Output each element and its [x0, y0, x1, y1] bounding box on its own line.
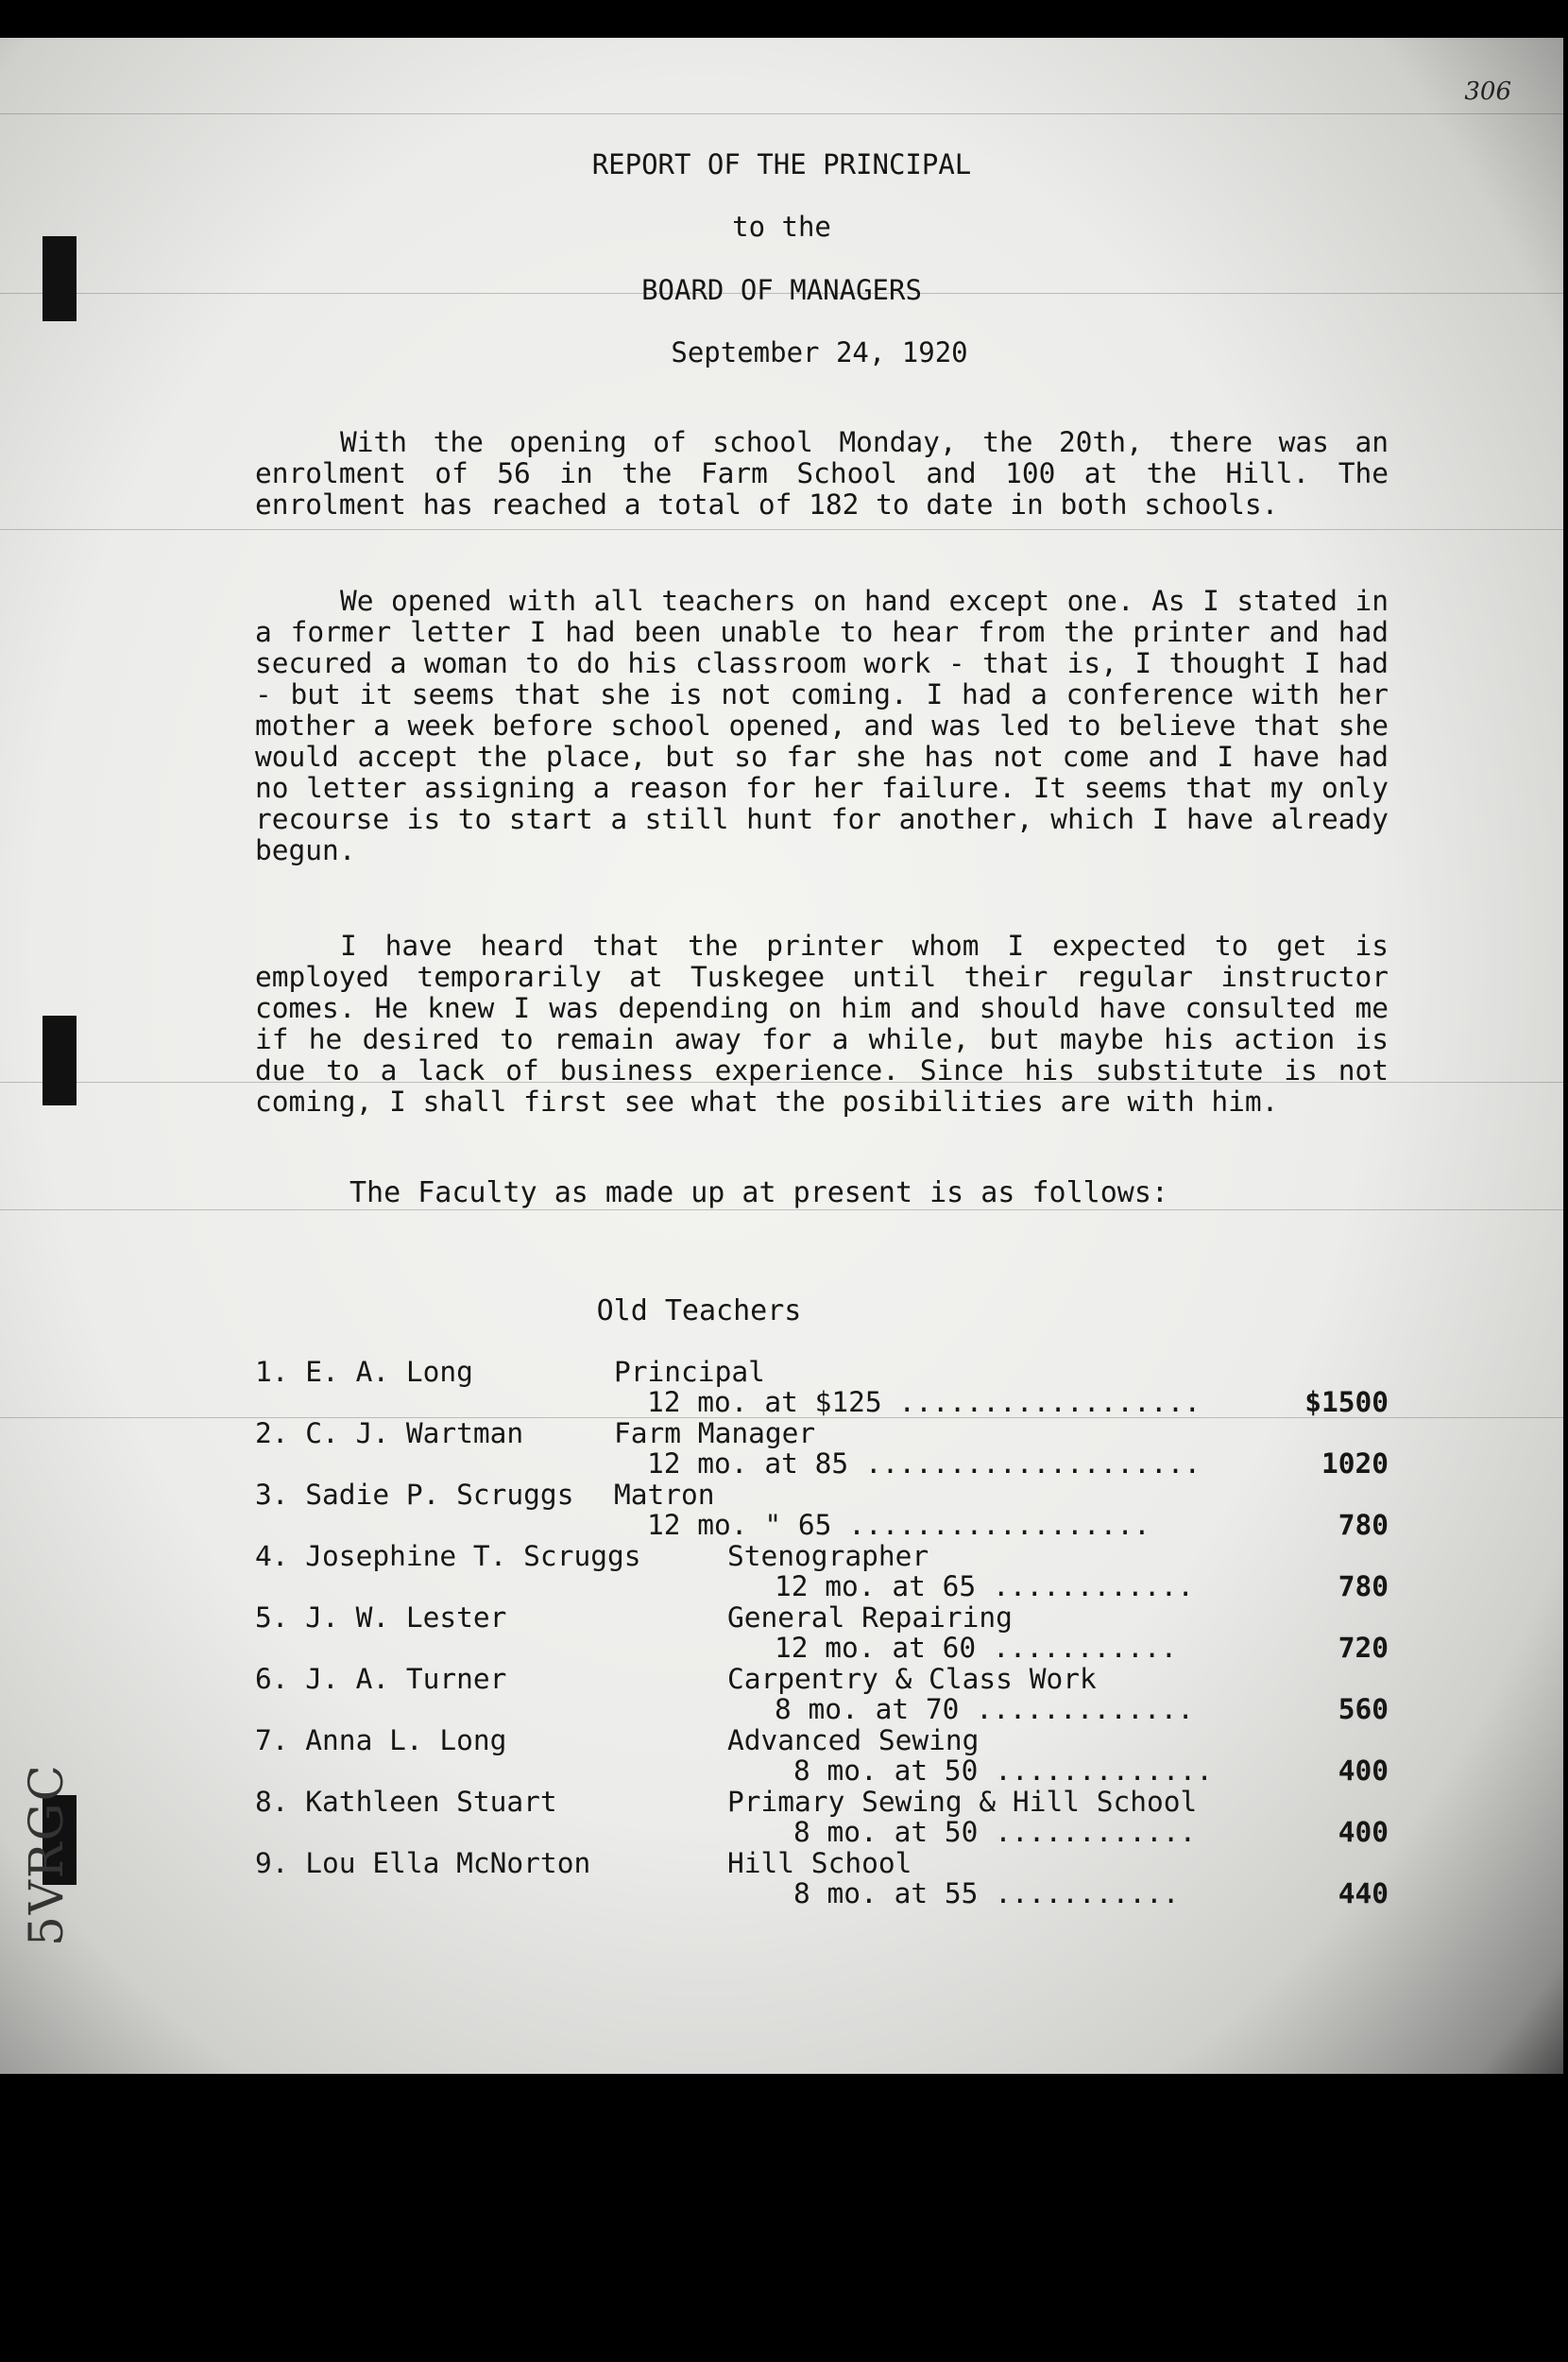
paper-sheet: [0, 38, 1563, 2074]
teacher-position: Advanced Sewing: [727, 1724, 980, 1756]
teacher-pay: 12 mo. at 85 ....................: [647, 1447, 1202, 1480]
teacher-position: Hill School: [727, 1847, 912, 1879]
teacher-row: [255, 1847, 1389, 1908]
teacher-position: Carpentry & Class Work: [727, 1663, 1097, 1695]
teacher-pay: 12 mo. at $125 ..................: [647, 1386, 1202, 1418]
paragraph-teachers: We opened with all teachers on hand except one. As I stated in a former letter I had been unable to hear from the printer and had secured a woman to do his classroom work - that is, I thought I had - but it seems that she is not coming. I had a conference with her mother a week before school opened, and was led to believe that she would accept the place, but so far she has not come and I have had no letter assigning a reason for her failure. It seems that my only recourse is to start a still hunt for another, which I have already begun.: [255, 585, 1389, 866]
teacher-row: [255, 1663, 1389, 1724]
teacher-pay: 12 mo. at 60 ...........: [775, 1632, 1178, 1664]
teacher-row: [255, 1356, 1389, 1417]
teacher-amount: 560: [1338, 1693, 1389, 1725]
page-number: 306: [1464, 77, 1511, 106]
teacher-position: Farm Manager: [614, 1417, 816, 1449]
report-to: to the: [732, 211, 831, 243]
teacher-row: [255, 1417, 1389, 1479]
teacher-amount: 400: [1338, 1754, 1389, 1787]
teacher-position: Principal: [614, 1356, 765, 1388]
teacher-position: Matron: [614, 1479, 715, 1511]
scan-line: [0, 529, 1563, 530]
teacher-pay: 8 mo. at 50 .............: [793, 1754, 1214, 1787]
faculty-list: [255, 1294, 1389, 1908]
teacher-pay: 12 mo. at 65 ............: [775, 1570, 1195, 1602]
teacher-amount: 440: [1338, 1877, 1389, 1909]
scan-line: [0, 113, 1563, 114]
teacher-amount: 1020: [1321, 1447, 1389, 1480]
teacher-amount: $1500: [1304, 1386, 1389, 1418]
report-title: REPORT OF THE PRINCIPAL: [591, 148, 972, 180]
teacher-pay: 12 mo. " 65 ..................: [647, 1509, 1150, 1541]
report-date: September 24, 1920: [671, 336, 968, 368]
teacher-pay: 8 mo. at 50 ............: [793, 1816, 1197, 1848]
teacher-row: [255, 1601, 1389, 1663]
teacher-name: 4. Josephine T. Scruggs: [255, 1540, 641, 1572]
report-board: BOARD OF MANAGERS: [641, 274, 922, 306]
teacher-pay: 8 mo. at 55 ...........: [793, 1877, 1180, 1909]
teacher-pay: 8 mo. at 70 .............: [775, 1693, 1195, 1725]
teacher-row: [255, 1479, 1389, 1540]
teacher-position: Stenographer: [727, 1540, 929, 1572]
teacher-position: General Repairing: [727, 1601, 1013, 1634]
teacher-row: [255, 1724, 1389, 1786]
teacher-name: 6. J. A. Turner: [255, 1663, 507, 1695]
teacher-position: Primary Sewing & Hill School: [727, 1786, 1198, 1818]
paragraph-enrolment: With the opening of school Monday, the 20th, there was an enrolment of 56 in the Farm School and 100 at the Hill. The enrolment has reached a total of 182 to date in both schools.: [255, 426, 1389, 521]
teacher-amount: 780: [1338, 1509, 1389, 1541]
teacher-name: 3. Sadie P. Scruggs: [255, 1479, 574, 1511]
binder-mark: [43, 1016, 77, 1105]
faculty-heading: Old Teachers: [596, 1294, 802, 1327]
teacher-name: 2. C. J. Wartman: [255, 1417, 524, 1449]
paragraph-printer: I have heard that the printer whom I expected to get is employed temporarily at Tuskegee until their regular instructor comes. He knew I was depending on him and should have consulted me if he desired to remain away for a while, but maybe his action is due to a lack of business experience. Since his substitute is not coming, I shall first see what the posibilities are with him.: [255, 930, 1389, 1118]
teacher-row: [255, 1786, 1389, 1847]
teacher-amount: 720: [1338, 1632, 1389, 1664]
teacher-amount: 400: [1338, 1816, 1389, 1848]
faculty-intro: The Faculty as made up at present is as follows:: [349, 1176, 1168, 1209]
teacher-name: 8. Kathleen Stuart: [255, 1786, 557, 1818]
teacher-name: 9. Lou Ella McNorton: [255, 1847, 591, 1879]
scan-line: [0, 1209, 1563, 1210]
teacher-name: 7. Anna L. Long: [255, 1724, 507, 1756]
teacher-name: 1. E. A. Long: [255, 1356, 473, 1388]
teacher-amount: 780: [1338, 1570, 1389, 1602]
teacher-name: 5. J. W. Lester: [255, 1601, 507, 1634]
teacher-row: [255, 1540, 1389, 1601]
archive-stamp: 5VRGC: [19, 1763, 74, 1946]
